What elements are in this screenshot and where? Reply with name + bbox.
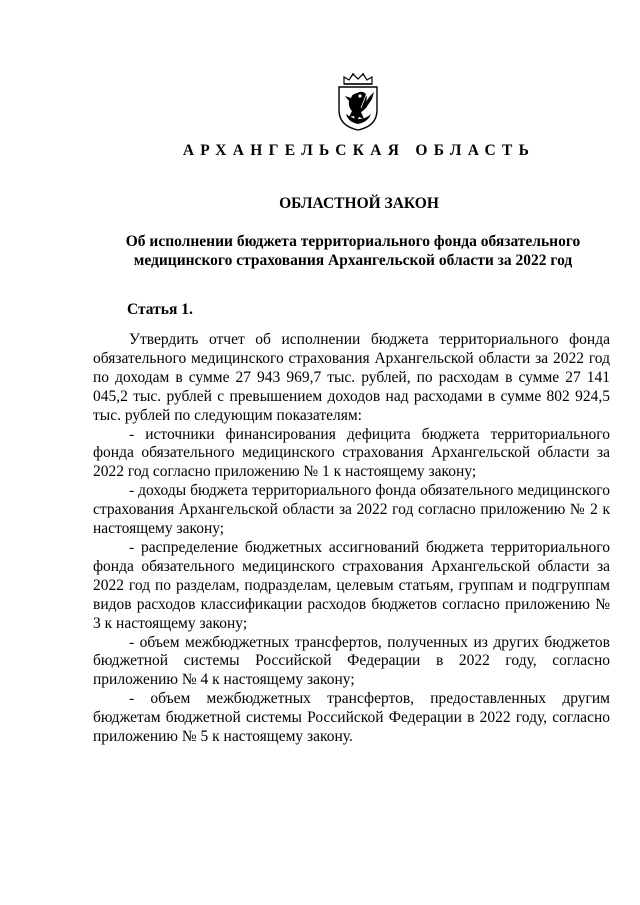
document-type: ОБЛАСТНОЙ ЗАКОН [279, 195, 439, 212]
article-list-item: - доходы бюджета территориального фонда обязательного медицинского страхования Архангельской области за 2022 год согласно приложению № 2 к настоящему закону; [93, 482, 610, 538]
law-title: Об исполнении бюджета территориального фонда обязательного медицинского страхования Архангельской области за 2022 год [125, 233, 581, 269]
region-name: АРХАНГЕЛЬСКАЯ ОБЛАСТЬ [182, 142, 536, 159]
article-list-item: - распределение бюджетных ассигнований бюджета территориального фонда обязательного медицинского страхования Архангельской области за 2022 год по разделам, подразделам, целевым статьям, группам и подгруппам видов расходов классификации расходов бюджетов согласно приложению № 3 к настоящему закону; [93, 538, 610, 632]
coat-of-arms-icon [335, 72, 381, 132]
article-heading: Статья 1. [127, 301, 193, 318]
article-paragraph: Утвердить отчет об исполнении бюджета территориального фонда обязательного медицинского страхования Архангельской области за 2022 год по доходам в сумме 27 943 969,7 тыс. рублей, по расходам в сумме 27 141 045,2 тыс. рублей с превышением доходов над расходами в сумме 802 924,5 тыс. рублей по следующим показателям: [93, 331, 610, 424]
article-list-item: - объем межбюджетных трансфертов, предоставленных другим бюджетам бюджетной системы Российской Федерации в 2022 году, согласно приложению № 5 к настоящему закону. [93, 690, 610, 746]
article-body [93, 331, 610, 747]
article-list-item: - объем межбюджетных трансфертов, полученных из других бюджетов бюджетной системы Российской Федерации в 2022 году, согласно приложению № 4 к настоящему закону; [93, 633, 610, 689]
article-list-item: - источники финансирования дефицита бюджета территориального фонда обязательного медицинского страхования Архангельской области за 2022 год согласно приложению № 1 к настоящему закону; [93, 425, 610, 481]
